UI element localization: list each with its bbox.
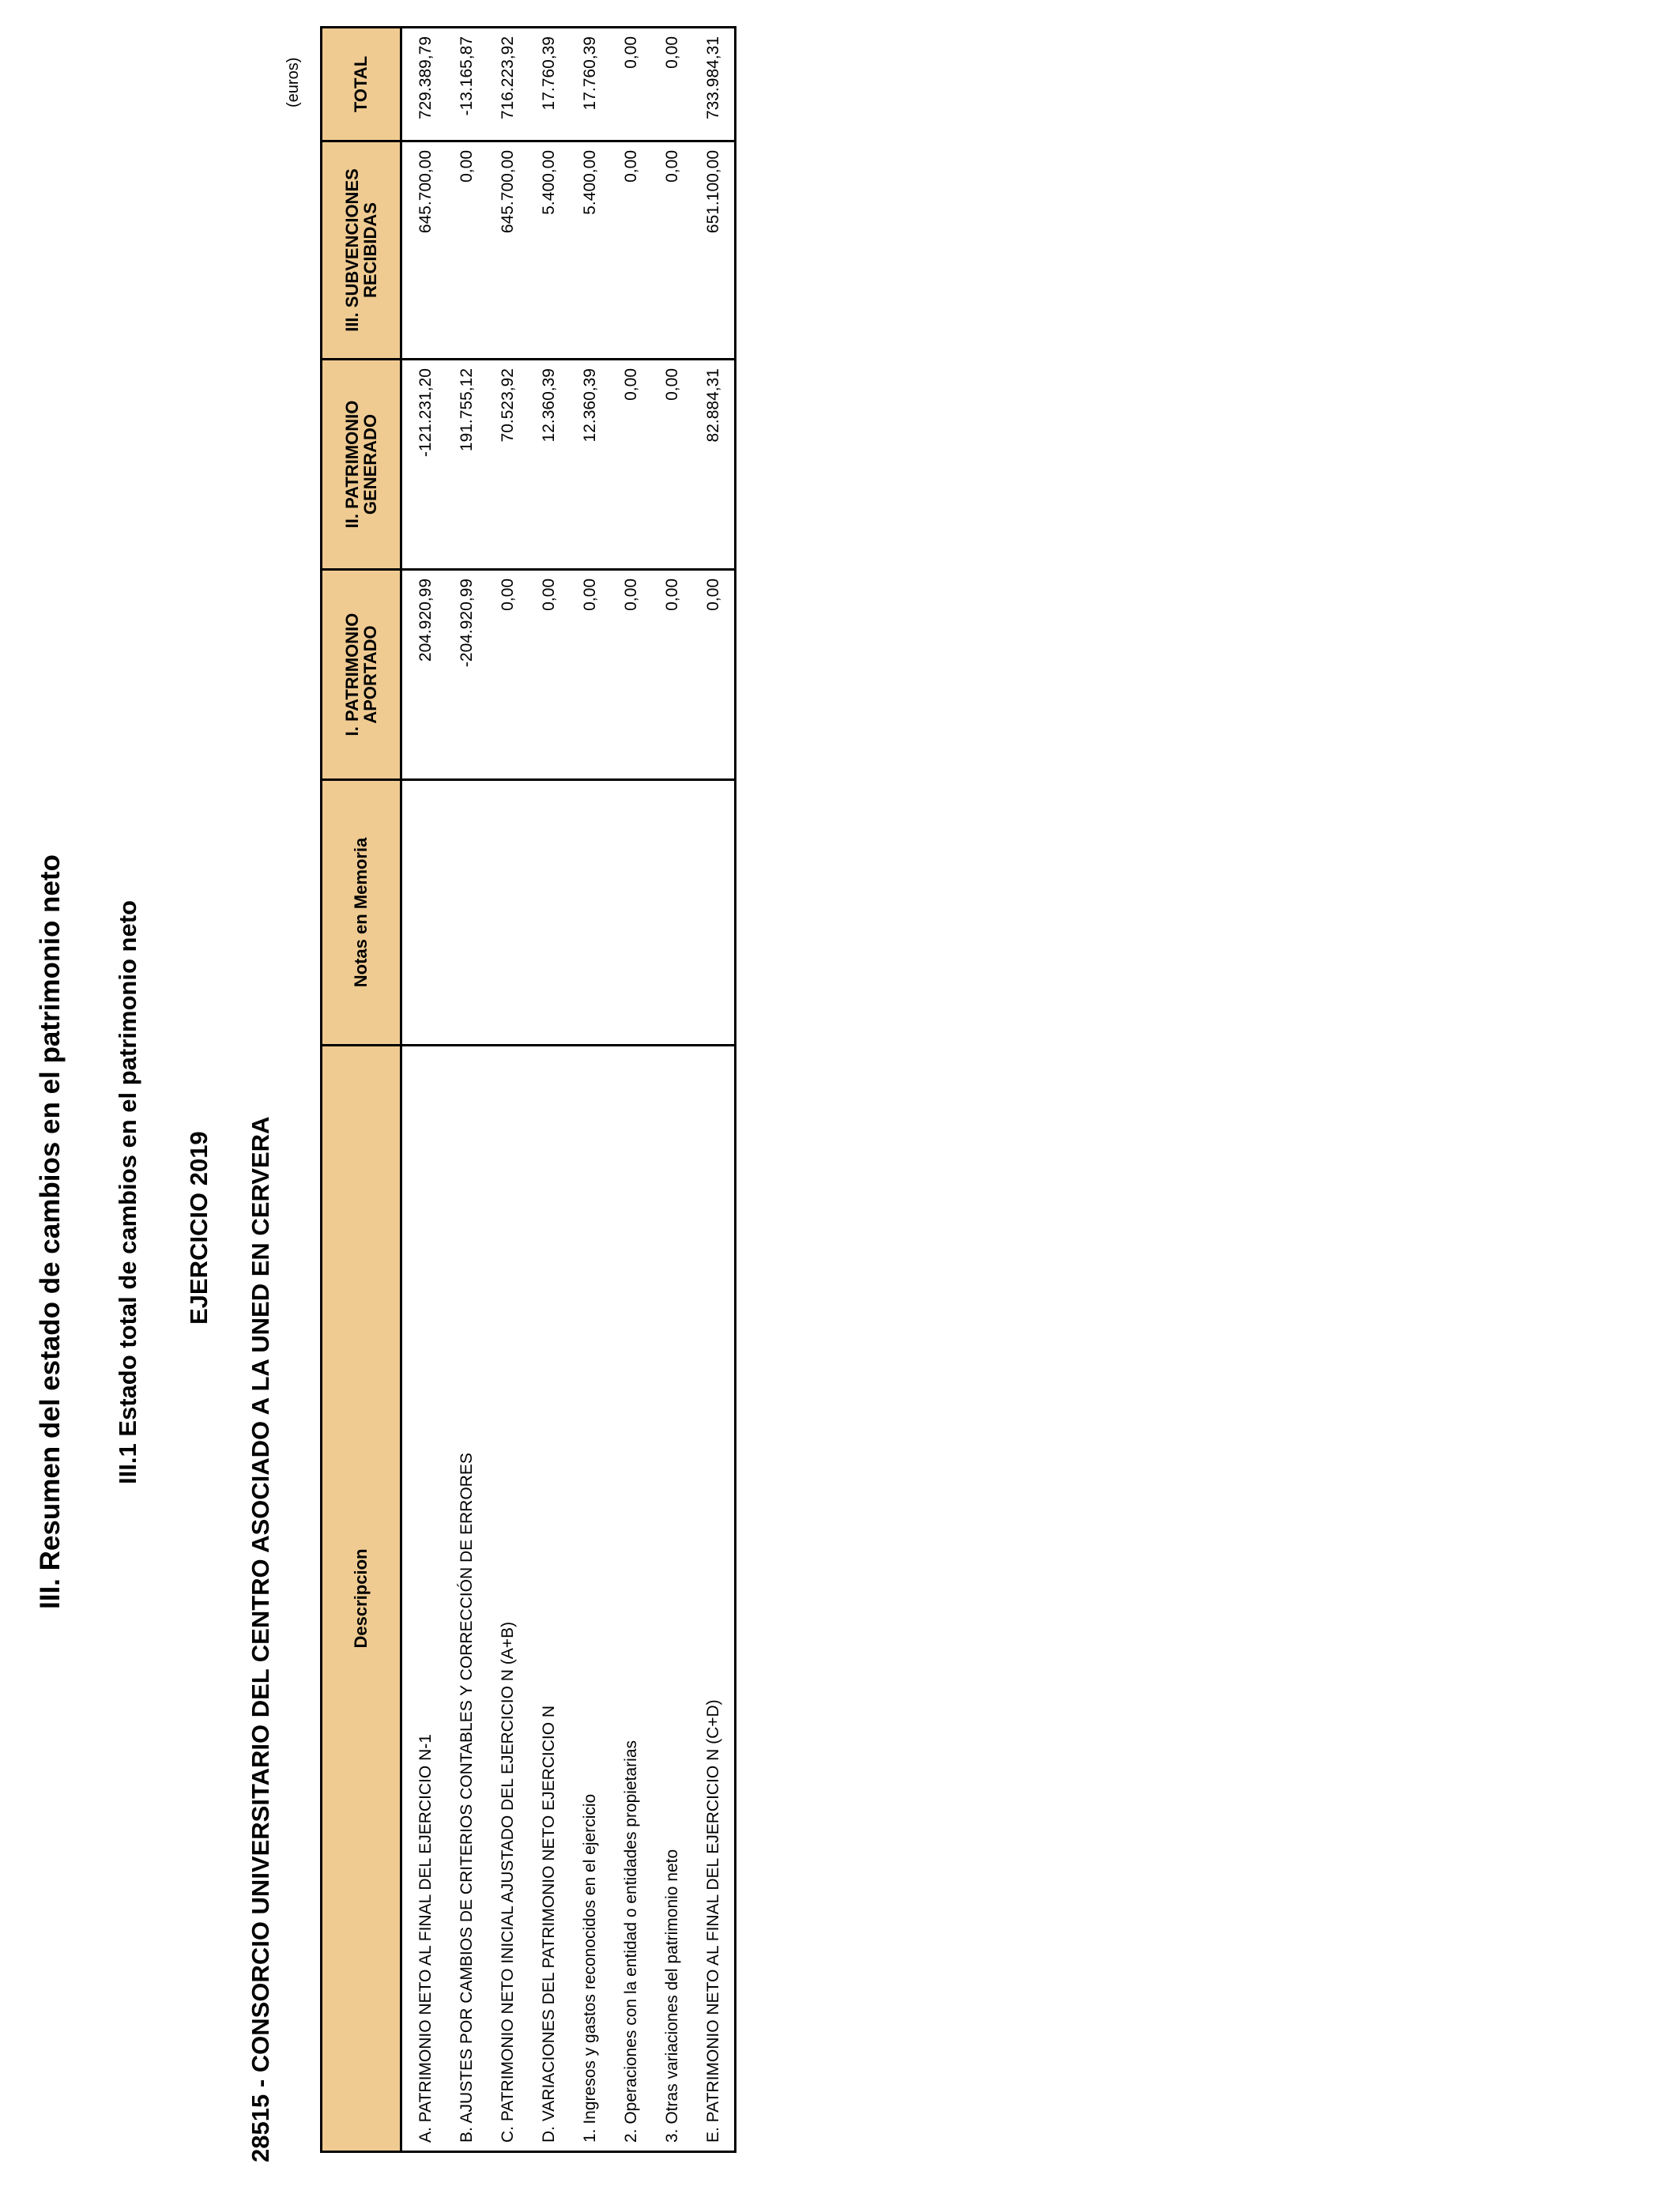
- cell-subvenciones: 645.700,00: [488, 141, 529, 360]
- table-row: [693, 28, 736, 2152]
- cell-generado: 0,00: [611, 360, 652, 570]
- table-row: [611, 28, 652, 2152]
- cell-aportado: -204.920,99: [446, 570, 488, 780]
- column-header-total: TOTAL: [322, 28, 401, 141]
- cell-total: 17.760,39: [570, 28, 611, 141]
- table-body: [401, 28, 736, 2152]
- table-row: [488, 28, 529, 2152]
- cell-aportado: 204.920,99: [401, 570, 447, 780]
- fiscal-year: EJERCICIO 2019: [185, 1131, 213, 1325]
- cell-notas: [401, 780, 447, 1046]
- cell-notas: [529, 780, 570, 1046]
- column-header-subvenciones: III. SUBVENCIONES RECIBIDAS: [322, 141, 401, 360]
- cell-descripcion: 2. Operaciones con la entidad o entidades propietarias: [611, 1046, 652, 2152]
- cell-notas: [446, 780, 488, 1046]
- units-label: (euros): [284, 57, 302, 107]
- cell-aportado: 0,00: [611, 570, 652, 780]
- column-header-aportado: I. PATRIMONIO APORTADO: [322, 570, 401, 780]
- cell-total: -13.165,87: [446, 28, 488, 141]
- cell-total: 716.223,92: [488, 28, 529, 141]
- cell-generado: 0,00: [652, 360, 693, 570]
- column-header-descripcion: Descripcion: [322, 1046, 401, 2152]
- cell-subvenciones: 0,00: [611, 141, 652, 360]
- cell-aportado: 0,00: [529, 570, 570, 780]
- cell-descripcion: B. AJUSTES POR CAMBIOS DE CRITERIOS CONTABLES Y CORRECCIÓN DE ERRORES: [446, 1046, 488, 2152]
- cell-aportado: 0,00: [693, 570, 736, 780]
- cell-total: 17.760,39: [529, 28, 570, 141]
- table-row: [529, 28, 570, 2152]
- cell-total: 0,00: [611, 28, 652, 141]
- cell-subvenciones: 0,00: [446, 141, 488, 360]
- table-row: [570, 28, 611, 2152]
- cell-descripcion: A. PATRIMONIO NETO AL FINAL DEL EJERCICIO N-1: [401, 1046, 447, 2152]
- table-row: [446, 28, 488, 2152]
- cell-descripcion: 1. Ingresos y gastos reconocidos en el ejercicio: [570, 1046, 611, 2152]
- cell-notas: [693, 780, 736, 1046]
- cell-subvenciones: 5.400,00: [570, 141, 611, 360]
- cell-aportado: 0,00: [570, 570, 611, 780]
- cell-descripcion: C. PATRIMONIO NETO INICIAL AJUSTADO DEL EJERCICIO N (A+B): [488, 1046, 529, 2152]
- table-row: [652, 28, 693, 2152]
- cell-total: 0,00: [652, 28, 693, 141]
- table-header-row: [322, 28, 401, 2152]
- cell-descripcion: E. PATRIMONIO NETO AL FINAL DEL EJERCICIO N (C+D): [693, 1046, 736, 2152]
- document-subtitle: III.1 Estado total de cambios en el patrimonio neto: [114, 900, 141, 1484]
- cell-subvenciones: 5.400,00: [529, 141, 570, 360]
- cell-notas: [611, 780, 652, 1046]
- column-header-generado: II. PATRIMONIO GENERADO: [322, 360, 401, 570]
- cell-subvenciones: 0,00: [652, 141, 693, 360]
- table-row: [401, 28, 447, 2152]
- cell-descripcion: 3. Otras variaciones del patrimonio neto: [652, 1046, 693, 2152]
- cell-generado: 12.360,39: [529, 360, 570, 570]
- cell-generado: 70.523,92: [488, 360, 529, 570]
- cell-aportado: 0,00: [652, 570, 693, 780]
- equity-changes-table: [320, 26, 736, 2153]
- entity-name: 28515 - CONSORCIO UNIVERSITARIO DEL CENTRO ASOCIADO A LA UNED EN CERVERA: [247, 1116, 274, 2162]
- cell-total: 729.389,79: [401, 28, 447, 141]
- cell-total: 733.984,31: [693, 28, 736, 141]
- document-title: III. Resumen del estado de cambios en el patrimonio neto: [35, 854, 66, 1609]
- cell-notas: [570, 780, 611, 1046]
- cell-subvenciones: 645.700,00: [401, 141, 447, 360]
- cell-descripcion: D. VARIACIONES DEL PATRIMONIO NETO EJERCICIO N: [529, 1046, 570, 2152]
- cell-generado: 191.755,12: [446, 360, 488, 570]
- cell-generado: 12.360,39: [570, 360, 611, 570]
- column-header-notas: Notas en Memoria: [322, 780, 401, 1046]
- cell-generado: 82.884,31: [693, 360, 736, 570]
- cell-notas: [488, 780, 529, 1046]
- cell-notas: [652, 780, 693, 1046]
- cell-subvenciones: 651.100,00: [693, 141, 736, 360]
- cell-generado: -121.231,20: [401, 360, 447, 570]
- cell-aportado: 0,00: [488, 570, 529, 780]
